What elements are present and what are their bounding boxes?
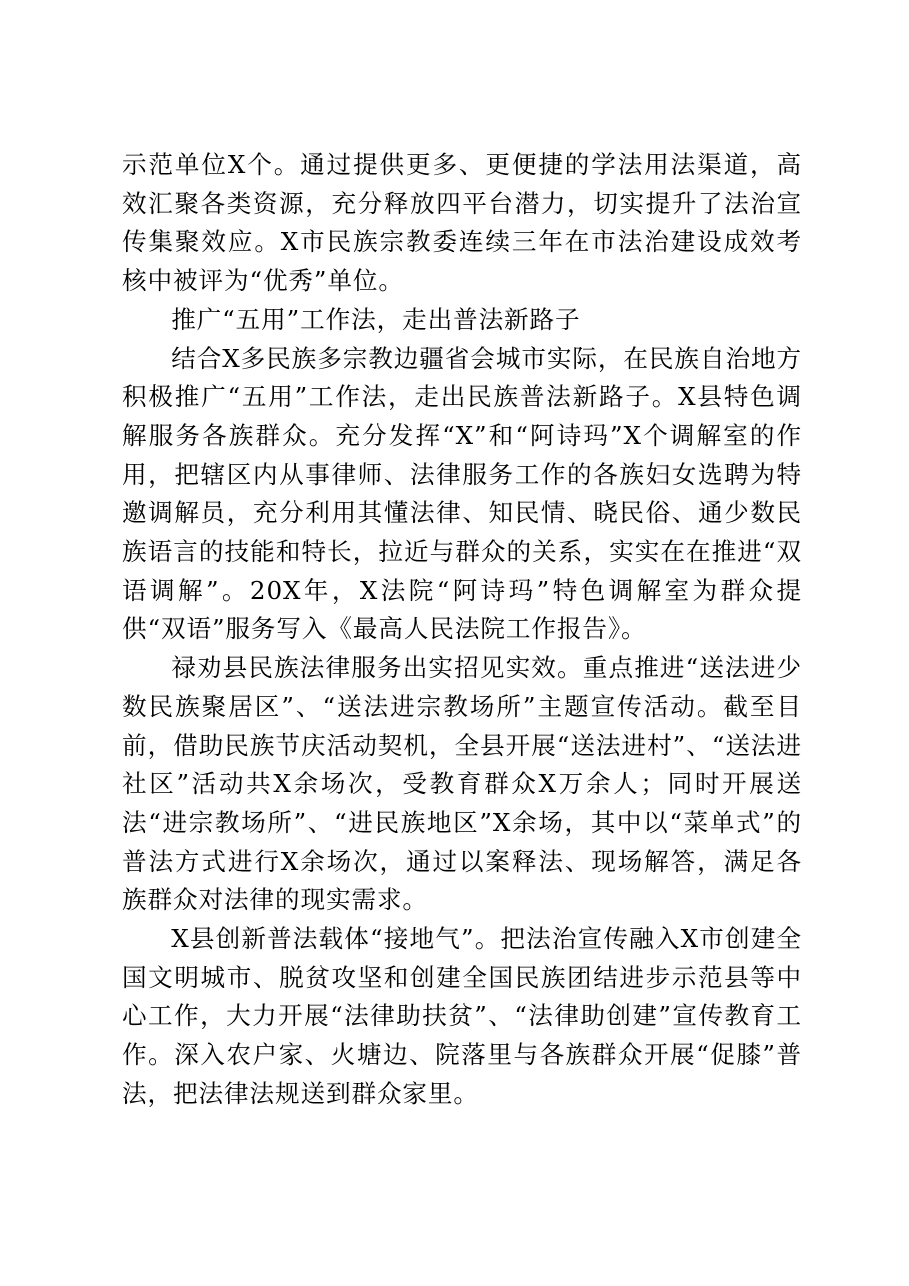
section-heading: 推广“五用”工作法，走出普法新路子: [171, 304, 581, 334]
paragraph: 禄劝县民族法律服务出实招见实效。重点推进“送法进少数民族聚居区”、“送法进宗教场所”主题宣传活动。截至目前，借助民族节庆活动契机，全县开展“送法进村”、“送法进社区”活动共X余场次，受教育群众X万余人；同时开展送法“进宗教场所”、“进民族地区”X余场，其中以“菜单式”的普法方式进行X余场次，通过以案释法、现场解答，满足各族群众对法律的现实需求。: [122, 653, 802, 915]
paragraph: 结合X多民族多宗教边疆省会城市实际，在民族自治地方积极推广“五用”工作法，走出民族普法新路子。X县特色调解服务各族群众。充分发挥“X”和“阿诗玛”X个调解室的作用，把辖区内从事律师、法律服务工作的各族妇女选聘为特邀调解员，充分利用其懂法律、知民情、晓民俗、通少数民族语言的技能和特长，拉近与群众的关系，实实在在推进“双语调解”。20X年，X法院“阿诗玛”特色调解室为群众提供“双语”服务写入《最高人民法院工作报告》。: [122, 343, 802, 644]
paragraph-continuation: 示范单位X个。通过提供更多、更便捷的学法用法渠道，高效汇聚各类资源，充分释放四平台潜力，切实提升了法治宣传集聚效应。X市民族宗教委连续三年在市法治建设成效考核中被评为“优秀”单位。: [122, 150, 802, 296]
paragraph: X县创新普法载体“接地气”。把法治宣传融入X市创建全国文明城市、脱贫攻坚和创建全国民族团结进步示范县等中心工作，大力开展“法律助扶贫”、“法律助创建”宣传教育工作。深入农户家、火塘边、院落里与各族群众开展“促膝”普法，把法律法规送到群众家里。: [122, 924, 802, 1108]
document-body: [122, 146, 802, 1114]
